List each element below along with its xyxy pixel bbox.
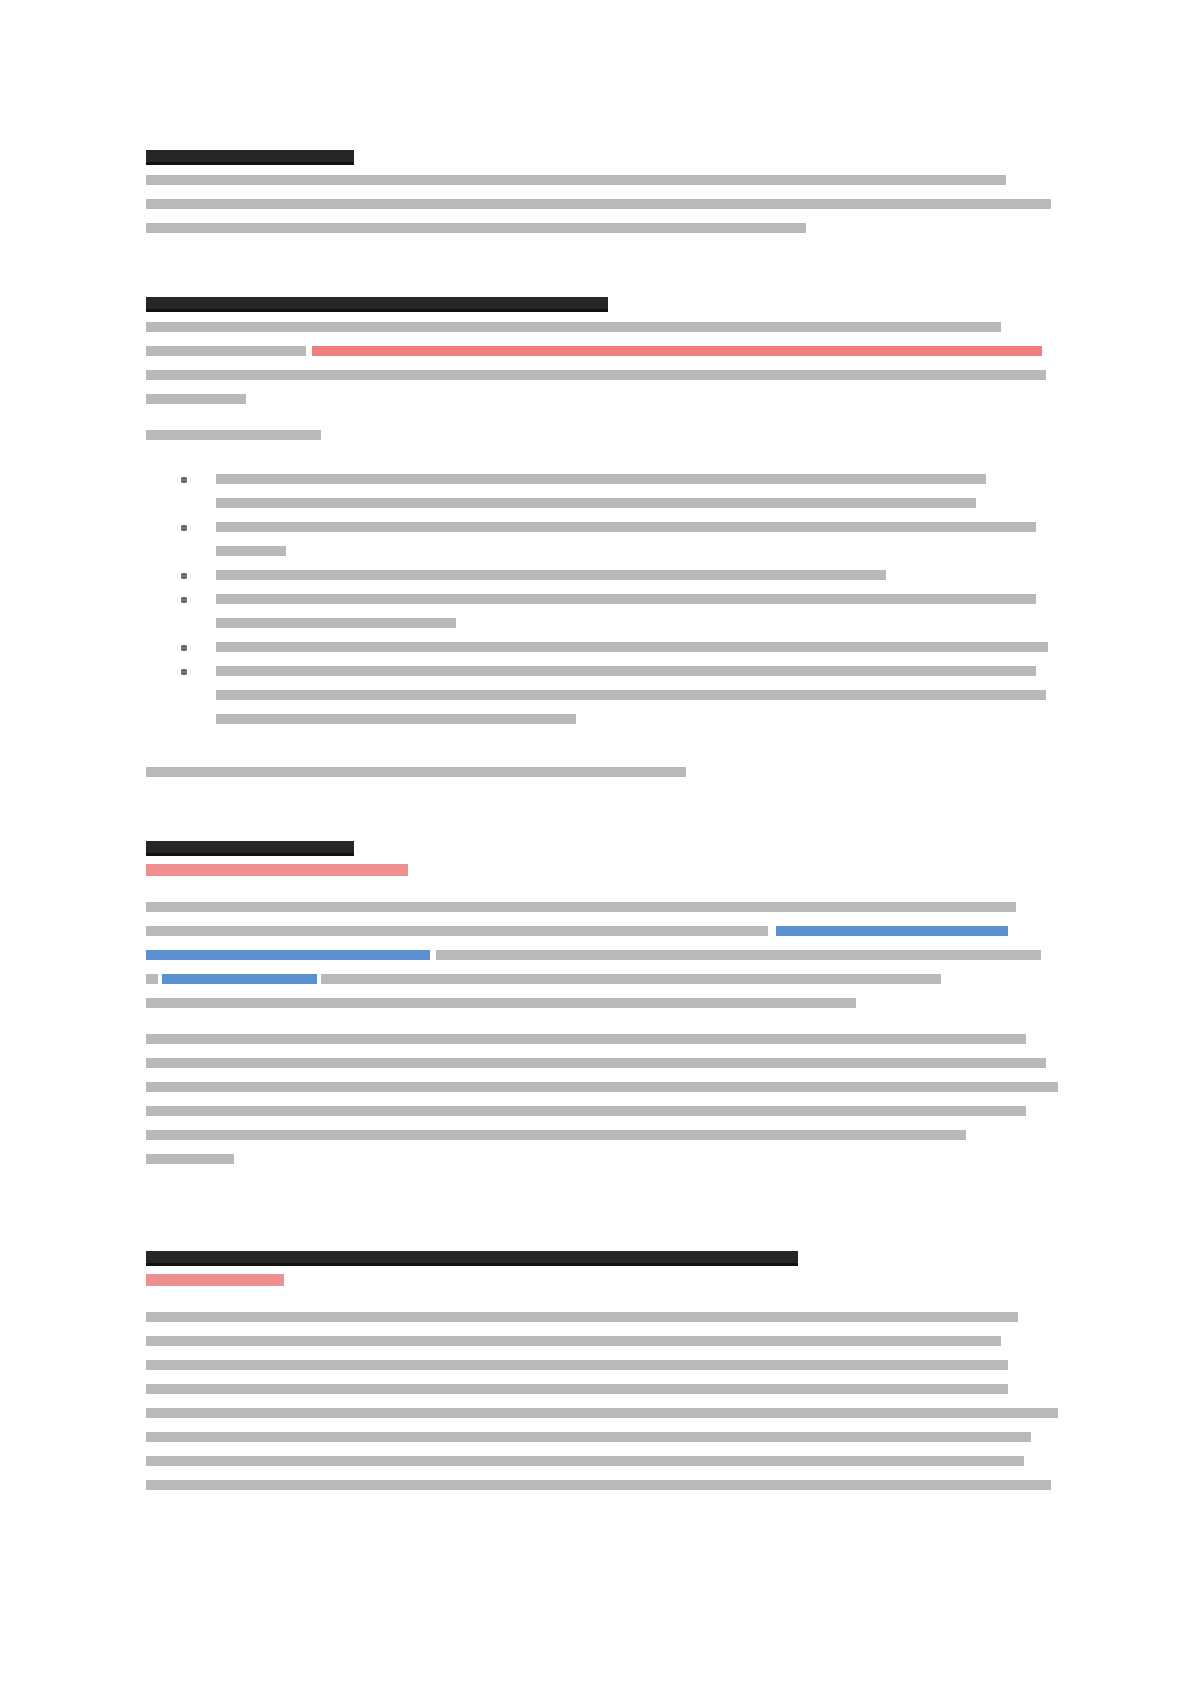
bullet-icon	[181, 645, 187, 651]
section-2-paragraph-2	[146, 430, 1056, 440]
list-item	[178, 594, 1048, 628]
list-item	[178, 666, 1048, 724]
section-3-subtitle	[146, 864, 408, 876]
section-2-closing	[146, 767, 1056, 791]
highlighted-text	[312, 346, 1042, 356]
bullet-icon	[181, 525, 187, 531]
section-4-heading	[146, 1251, 798, 1266]
document-link[interactable]	[146, 950, 430, 960]
section-3	[146, 841, 1056, 1178]
document-link[interactable]	[162, 974, 317, 984]
section-4	[146, 1251, 1056, 1504]
section-2-bullet-list	[178, 474, 1048, 738]
section-2	[146, 297, 1056, 454]
bullet-icon	[181, 597, 187, 603]
section-3-paragraph-1	[146, 902, 1056, 1008]
bullet-icon	[181, 669, 187, 675]
section-4-subtitle	[146, 1274, 284, 1286]
list-item	[178, 474, 1048, 508]
list-item	[178, 570, 1048, 580]
section-1-heading	[146, 150, 354, 165]
section-2-heading	[146, 297, 608, 312]
document-link[interactable]	[776, 926, 1008, 936]
section-3-heading	[146, 841, 354, 856]
list-item	[178, 642, 1048, 652]
section-3-paragraph-2	[146, 1034, 1056, 1164]
bullet-icon	[181, 477, 187, 483]
section-4-paragraph	[146, 1312, 1056, 1490]
list-item	[178, 522, 1048, 556]
section-1-paragraph	[146, 175, 1056, 233]
section-2-paragraph-1	[146, 322, 1056, 404]
bullet-icon	[181, 573, 187, 579]
section-1	[146, 150, 1056, 247]
